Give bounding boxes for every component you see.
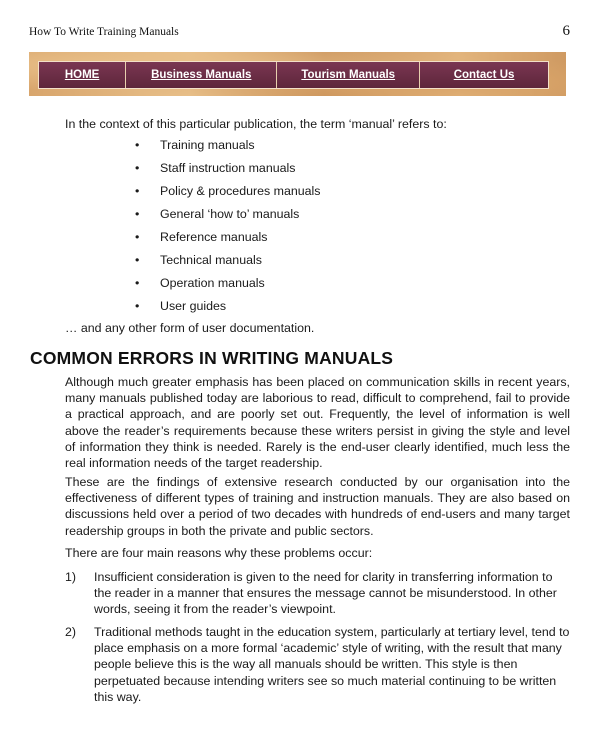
navigation-bar bbox=[38, 61, 549, 89]
nav-link-tourism-manuals[interactable]: Tourism Manuals bbox=[277, 62, 420, 88]
intro-text: In the context of this particular publication, the term ‘manual’ refers to: bbox=[65, 117, 447, 131]
list-item: • Operation manuals bbox=[135, 276, 265, 290]
bullet-icon: • bbox=[135, 299, 140, 313]
page-number: 6 bbox=[562, 23, 570, 39]
document-title: How To Write Training Manuals bbox=[29, 26, 179, 38]
bullet-icon: • bbox=[135, 161, 140, 175]
bullet-icon: • bbox=[135, 207, 140, 221]
body-paragraph: These are the findings of extensive research conducted by our organisation into the effectiveness of different types of training and instruction manuals. They are also based on discussions held over a period of two decades with hundreds of end-users and many target readership groups in both the private and public sectors. bbox=[65, 475, 570, 538]
item-number: 1) bbox=[65, 570, 77, 584]
bullet-icon: • bbox=[135, 276, 140, 290]
bullet-icon: • bbox=[135, 138, 140, 152]
list-item: • Staff instruction manuals bbox=[135, 161, 296, 175]
list-item: • Reference manuals bbox=[135, 230, 268, 244]
list-item: • Technical manuals bbox=[135, 253, 262, 267]
list-item: • User guides bbox=[135, 299, 227, 313]
list-item: • General ‘how to’ manuals bbox=[135, 207, 300, 221]
navigation-banner bbox=[29, 52, 566, 96]
bullet-icon: • bbox=[135, 230, 140, 244]
list-item: • Policy & procedures manuals bbox=[135, 184, 321, 198]
nav-link-business-manuals[interactable]: Business Manuals bbox=[126, 62, 277, 88]
body-paragraph: Although much greater emphasis has been placed on communication skills in recent years, many manuals published today are laborious to read, difficult to comprehend, fail to provide a practical approach, and are poorly set out. Frequently, the level of information is well above the reader’s requirements because these writers persist in giving the style and level of information they think is needed. Rarely is the end-user clearly identified, much less the real information needs of the target readership. bbox=[65, 375, 570, 471]
closing-line: … and any other form of user documentation. bbox=[65, 321, 315, 335]
item-text: Insufficient consideration is given to the need for clarity in transferring information to the reader in a manner that ensures the message cannot be misunderstood. In other words, seeing it from the reader’s viewpoint. bbox=[94, 570, 557, 617]
body-paragraph: There are four main reasons why these problems occur: bbox=[65, 546, 373, 560]
bullet-icon: • bbox=[135, 253, 140, 267]
list-item: • Training manuals bbox=[135, 138, 255, 152]
item-text: Traditional methods taught in the education system, particularly at tertiary level, tend to place emphasis on a more formal ‘academic’ style of writing, with the result that many people believe this is the way all manuals should be written. This style is then perpetuated because intending writers see so much material continuing to be written this way. bbox=[94, 625, 570, 704]
manual-types-list bbox=[131, 137, 320, 321]
bullet-icon: • bbox=[135, 184, 140, 198]
running-header bbox=[29, 23, 570, 39]
item-number: 2) bbox=[65, 625, 77, 639]
nav-link-contact-us[interactable]: Contact Us bbox=[420, 62, 548, 88]
nav-link-home[interactable]: HOME bbox=[39, 62, 126, 88]
section-heading: COMMON ERRORS IN WRITING MANUALS bbox=[30, 348, 394, 368]
